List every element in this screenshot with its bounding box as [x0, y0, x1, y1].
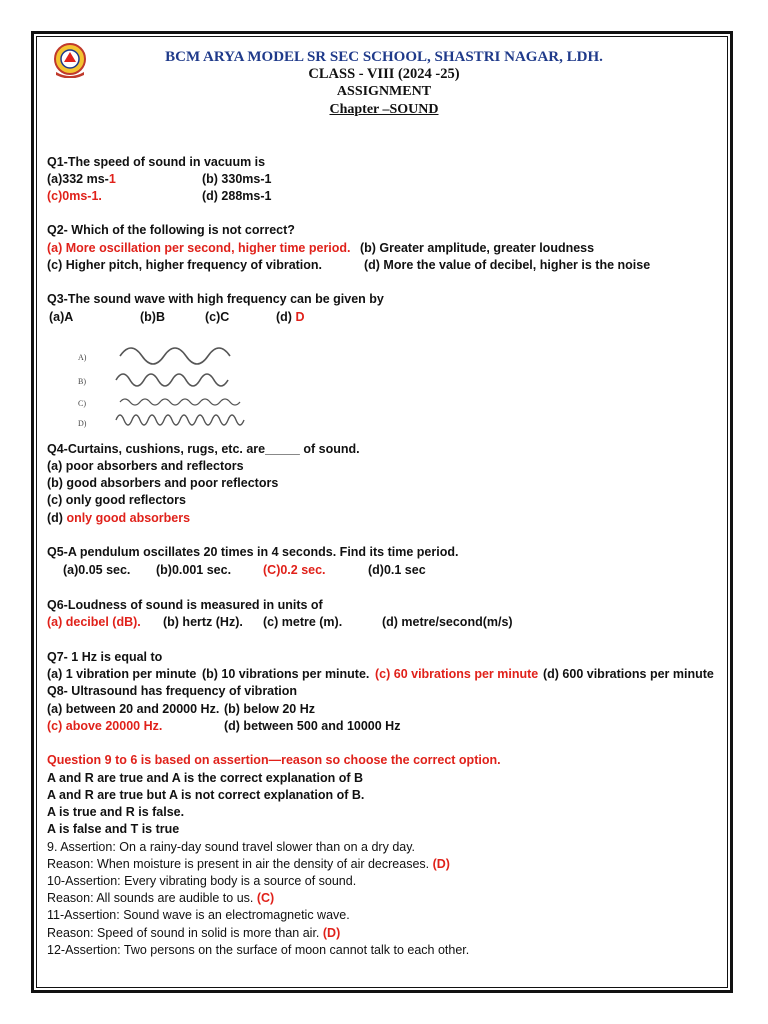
q1-question: Q1-The speed of sound in vacuum is: [47, 155, 266, 169]
q2-option-a: (a) More oscillation per second, higher time period.: [47, 241, 351, 255]
q7-option-c: (c) 60 vibrations per minute: [375, 667, 539, 681]
q10-assertion: 10-Assertion: Every vibrating body is a source of sound.: [47, 874, 357, 888]
q8-option-c: (c) above 20000 Hz.: [47, 719, 163, 733]
q3-wave-figure: [76, 338, 256, 430]
school-name: BCM ARYA MODEL SR SEC SCHOOL, SHASTRI NAGAR, LDH.: [165, 49, 603, 65]
q6-question: Q6-Loudness of sound is measured in units of: [47, 598, 323, 612]
wave-label-a: A): [78, 353, 87, 362]
q1-option-d: (d) 288ms-1: [202, 189, 272, 203]
q7-option-a: (a) 1 vibration per minute: [47, 667, 197, 681]
q5-option-b: (b)0.001 sec.: [156, 563, 232, 577]
wave-c: [120, 399, 240, 405]
assertion-option-1: A and R are true and A is the correct explanation of B: [47, 771, 364, 785]
q1-option-b: (b) 330ms-1: [202, 172, 272, 186]
q5-option-c: (C)0.2 sec.: [263, 563, 326, 577]
q9-reason: Reason: When moisture is present in air the density of air decreases. (D): [47, 857, 450, 871]
q11-assertion: 11-Assertion: Sound wave is an electromagnetic wave.: [47, 908, 350, 922]
q6-option-d: (d) metre/second(m/s): [382, 615, 513, 629]
q1-option-c: (c)0ms-1.: [47, 189, 102, 203]
assignment-title: ASSIGNMENT: [336, 84, 432, 99]
q4-question: Q4-Curtains, cushions, rugs, etc. are_____ of sound.: [47, 442, 360, 456]
q3-option-b: (b)B: [140, 310, 165, 324]
q3-question: Q3-The sound wave with high frequency can be given by: [47, 292, 384, 306]
q8-option-b: (b) below 20 Hz: [224, 702, 315, 716]
q6-option-b: (b) hertz (Hz).: [163, 615, 243, 629]
q5-option-a: (a)0.05 sec.: [63, 563, 131, 577]
wave-label-b: B): [78, 377, 86, 386]
q12-assertion: 12-Assertion: Two persons on the surface of moon cannot talk to each other.: [47, 943, 470, 957]
q1-option-a: (a)332 ms-1: [47, 172, 116, 186]
q4-option-c: (c) only good reflectors: [47, 493, 186, 507]
wave-label-d: D): [78, 419, 87, 428]
class-line: CLASS - VIII (2024 -25): [308, 66, 460, 82]
q2-option-d: (d) More the value of decibel, higher is the noise: [364, 258, 651, 272]
assertion-option-4: A is false and T is true: [47, 822, 180, 836]
q7-option-b: (b) 10 vibrations per minute.: [202, 667, 370, 681]
chapter-title: Chapter –SOUND: [329, 102, 439, 117]
q2-question: Q2- Which of the following is not correct?: [47, 223, 295, 237]
wave-a: [120, 348, 230, 364]
q10-reason: Reason: All sounds are audible to us. (C): [47, 891, 275, 905]
q3-option-d: (d) D: [276, 310, 305, 324]
q8-question: Q8- Ultrasound has frequency of vibration: [47, 684, 298, 698]
q7-question: Q7- 1 Hz is equal to: [47, 650, 163, 664]
q3-option-c: (c)C: [205, 310, 230, 324]
q5-option-d: (d)0.1 sec: [368, 563, 426, 577]
q6-option-a: (a) decibel (dB).: [47, 615, 141, 629]
wave-b: [116, 374, 228, 386]
q2-option-c: (c) Higher pitch, higher frequency of vibration.: [47, 258, 323, 272]
q4-option-d: (d) only good absorbers: [47, 511, 191, 525]
q8-option-a: (a) between 20 and 20000 Hz.: [47, 702, 220, 716]
q6-option-c: (c) metre (m).: [263, 615, 343, 629]
q9-assertion: 9. Assertion: On a rainy-day sound travel slower than on a dry day.: [47, 840, 416, 854]
wave-d: [116, 415, 244, 425]
assertion-option-2: A and R are true but A is not correct explanation of B.: [47, 788, 365, 802]
q8-option-d: (d) between 500 and 10000 Hz: [224, 719, 401, 733]
q7-option-d: (d) 600 vibrations per minute: [543, 667, 714, 681]
q4-option-a: (a) poor absorbers and reflectors: [47, 459, 244, 473]
q4-option-b: (b) good absorbers and poor reflectors: [47, 476, 279, 490]
assertion-option-3: A is true and R is false.: [47, 805, 185, 819]
q5-question: Q5-A pendulum oscillates 20 times in 4 seconds. Find its time period.: [47, 545, 459, 559]
q3-option-a: (a)A: [49, 310, 74, 324]
assertion-heading: Question 9 to 6 is based on assertion—reason so choose the correct option.: [47, 753, 501, 767]
q2-option-b: (b) Greater amplitude, greater loudness: [360, 241, 595, 255]
q11-reason: Reason: Speed of sound in solid is more than air. (D): [47, 926, 341, 940]
wave-label-c: C): [78, 399, 86, 408]
